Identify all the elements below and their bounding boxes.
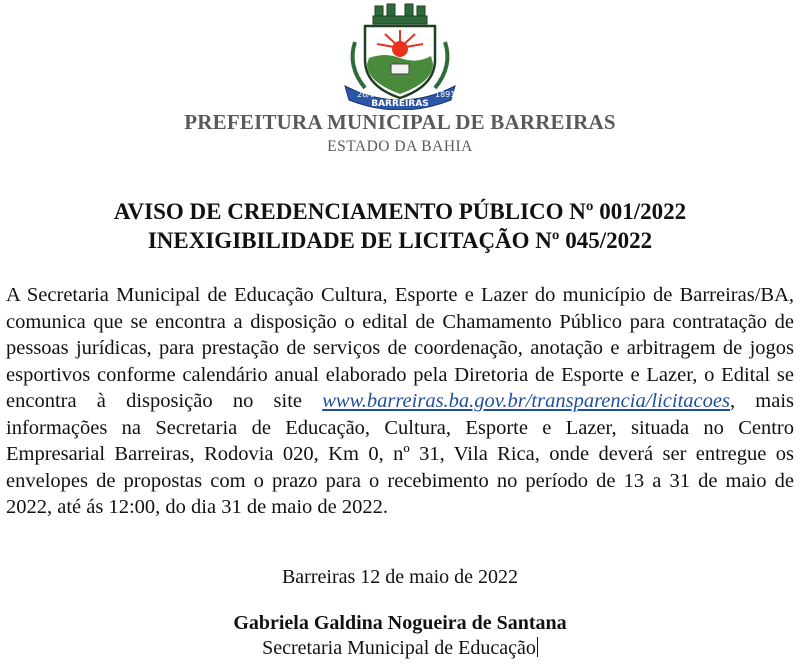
transparency-link[interactable]: www.barreiras.ba.gov.br/transparencia/licitacoes bbox=[322, 390, 730, 412]
estado-subtitle: ESTADO DA BAHIA bbox=[327, 138, 473, 155]
municipal-seal bbox=[335, 2, 465, 110]
notice-body bbox=[6, 282, 794, 521]
notice-body-text-before-link: A Secretaria Municipal de Educação Cultura, Esporte e Lazer do município de Barreiras/BA, comunica que se encontra a disposição o edital de Chamamento Público para contratação de pessoas jurídicas, para prestação de serviços de coordenação, anotação e arbitragem de jogos esportivos conforme calendário anual elaborado pela Diretoria de Esporte e Lazer, o Edital se encontra à disposição no site bbox=[6, 284, 794, 412]
seal-right-year: 1891 bbox=[435, 90, 456, 99]
municipal-coat-of-arms-icon bbox=[335, 2, 465, 110]
notice-title-line1: AVISO DE CREDENCIAMENTO PÚBLICO Nº 001/2022 bbox=[113, 199, 687, 224]
date-line: Barreiras 12 de maio de 2022 bbox=[281, 566, 519, 588]
seal-left-date: 26/05 bbox=[357, 90, 381, 99]
signer-role: Secretaria Municipal de Educação bbox=[262, 637, 536, 659]
signer-role-line bbox=[0, 637, 800, 660]
signer-name: Gabriela Galdina Nogueira de Santana bbox=[233, 612, 567, 634]
prefeitura-title: PREFEITURA MUNICIPAL DE BARREIRAS bbox=[184, 110, 616, 134]
text-cursor bbox=[537, 637, 538, 657]
notice-body-text-after-link: , mais informações na Secretaria de Educação, Cultura, Esporte e Lazer, situada no Centro Empresarial Barreiras, Rodovia 020, Km 0, nº 31, Vila Rica, onde deverá ser entregue os envelopes de propostas com o prazo para o recebimento no período de 13 a 31 de maio de 2022, até ás 12:00, do dia 31 de maio de 2022. bbox=[6, 390, 795, 518]
seal-ribbon-text: BARREIRAS bbox=[371, 99, 429, 109]
notice-title-line2: INEXIGIBILIDADE DE LICITAÇÃO Nº 045/2022 bbox=[147, 228, 653, 253]
